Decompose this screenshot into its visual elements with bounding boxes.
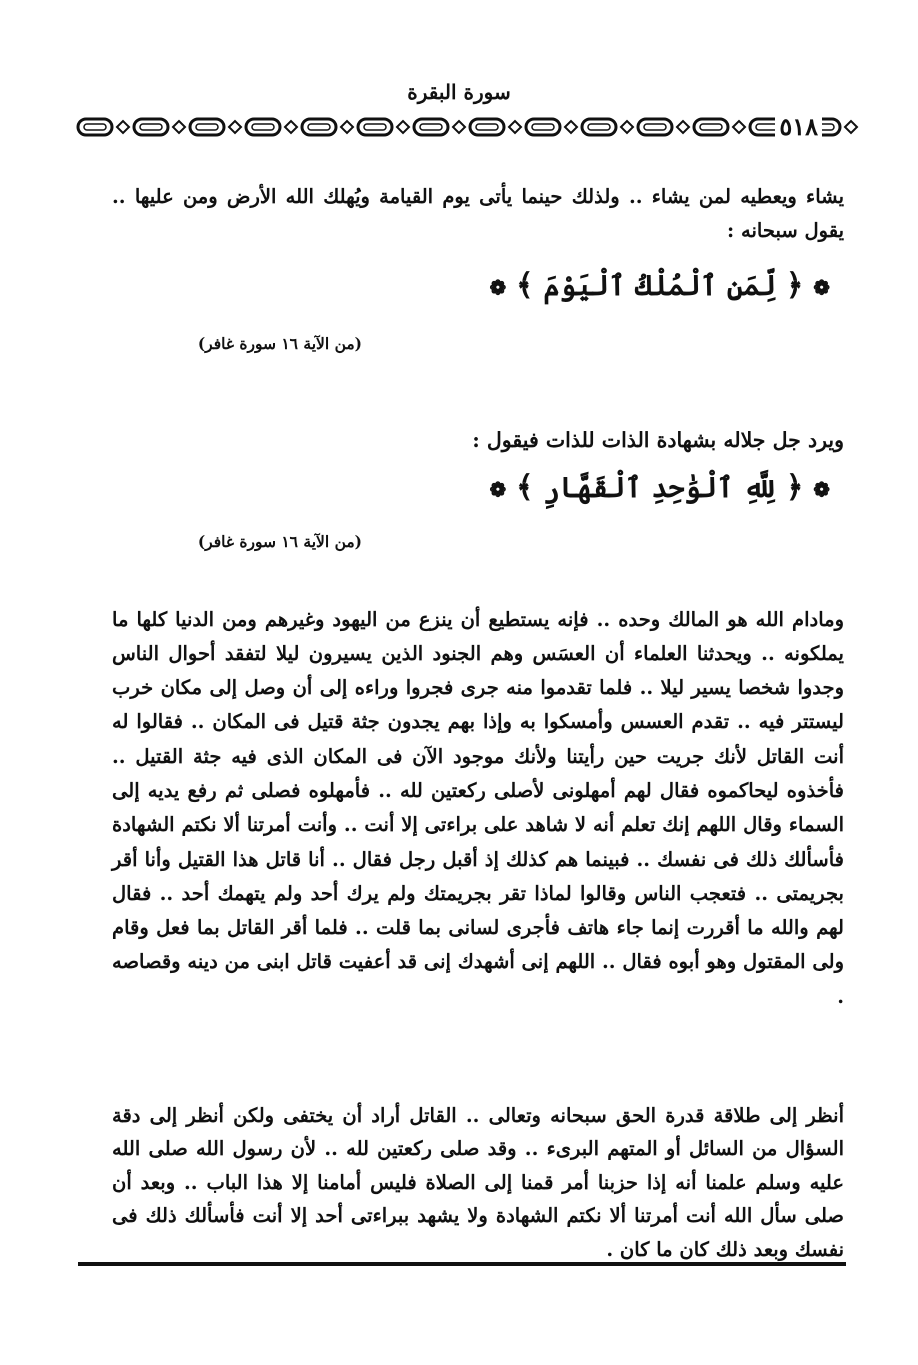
diamond-link bbox=[453, 121, 465, 133]
diamond-link bbox=[117, 121, 129, 133]
paragraph-2: ويرد جل جلاله بشهادة الذات للذات فيقول : bbox=[472, 427, 844, 452]
diamond-link bbox=[733, 121, 745, 133]
open-bracket: ﴿ bbox=[785, 470, 804, 505]
verse-text: لِّمَنِ ٱلْمُلْكُ ٱلْيَوْمَ bbox=[543, 269, 777, 302]
chain-link bbox=[358, 119, 392, 135]
paragraph-3: ومادام الله هو المالك وحده .. فإنه يستطيع أن ينزع من اليهود وغيرهم ومن الدنيا كلها ما يملكونه .. ويحدثنا العلماء أن العسَس وهم الجنود الذين يسيرون ليلا لتفقد أحوال الناس وجدوا شخصا يسير ليلا .. فلما تقدموا منه جرى فجروا وراءه إلى أن وصل إلى مكان خرب ليستتر فيه .. تقدم العسس وأمسكوا به وإذا بهم يجدون جثة قتيل فى المكان .. فقالوا له أنت القاتل لأنك جريت حين رأيتنا ولأنك موجود الآن فى المكان الذى فيه جثة القتيل .. فأخذوه ليحاكموه فقال لهم أمهلونى لأصلى ركعتين لله .. فأمهلوه فصلى ثم رفع يديه إلى السماء وقال اللهم إنك تعلم أنه لا شاهد على براءتى إلا أنت .. وأنت أمرتنا ألا نكتم الشهادة فأسألك ذلك فى نفسك .. فبينما هم كذلك إذ أقبل رجل فقال .. أنا قاتل هذا القتيل وأنا أقر بجريمتى .. فتعجب الناس وقالوا لماذا تقر بجريمتك ولم يرك أحد ولم يتهمك أحد .. فقال لهم والله ما أقررت إنما جاء هاتف فأجرى لسانى بما قلت .. فلما أقر القاتل بما فعل وقام ولى المقتول وهو أبوه فقال .. اللهم إنى أشهدك إنى قد أعفيت قاتل ابنى من دينه وقصاصه . bbox=[112, 607, 844, 1008]
diamond-link bbox=[621, 121, 633, 133]
quran-verse-2 bbox=[490, 470, 830, 505]
flower-ornament-icon: ❁ bbox=[489, 477, 507, 502]
chain-link bbox=[470, 119, 504, 135]
diamond-link bbox=[341, 121, 353, 133]
bottom-rule bbox=[78, 1262, 846, 1266]
chain-link-inner bbox=[476, 124, 498, 130]
verse-text: لِلَّهِ ٱلْوَٰحِدِ ٱلْقَهَّارِ bbox=[543, 471, 777, 504]
diamond-link bbox=[565, 121, 577, 133]
flower-ornament-icon: ❁ bbox=[813, 477, 830, 502]
quran-verse-1 bbox=[490, 268, 830, 303]
chain-link-inner bbox=[700, 124, 722, 130]
chain-link-inner bbox=[84, 124, 106, 130]
flower-ornament-icon: ❁ bbox=[813, 275, 830, 300]
diamond-link bbox=[285, 121, 297, 133]
chain-link-inner bbox=[588, 124, 610, 130]
page-number: ٥١٨ bbox=[775, 110, 822, 144]
verse-citation-1: (من الآية ١٦ سورة غافر) bbox=[197, 334, 362, 353]
open-bracket: ﴿ bbox=[785, 268, 804, 303]
diamond-link bbox=[229, 121, 241, 133]
paragraph-1: يشاء ويعطيه لمن يشاء .. ولذلك حينما يأتى يوم القيامة ويُهلك الله الأرض ومن عليها .. يقول سبحانه : bbox=[112, 184, 844, 242]
chain-link bbox=[414, 119, 448, 135]
close-bracket: ﴾ bbox=[516, 268, 534, 303]
chain-link bbox=[134, 119, 168, 135]
chain-link-inner bbox=[420, 124, 442, 130]
header-ornament-band bbox=[74, 110, 864, 144]
chain-link bbox=[190, 119, 224, 135]
chain-link bbox=[526, 119, 560, 135]
flower-ornament-icon: ❁ bbox=[489, 275, 507, 300]
paragraph-4: أنظر إلى طلاقة قدرة الحق سبحانه وتعالى .. القاتل أراد أن يختفى ولكن أنظر إلى دقة السؤال من السائل أو المتهم البرىء .. وقد صلى ركعتين لله .. لأن رسول الله صلى الله عليه وسلم علمنا أنه إذا حزبنا أمر قمنا إلى الصلاة فليس أمامنا إلا هذا الباب .. وبعد أن صلى سأل الله أنت أمرتنا ألا نكتم الشهادة ولا يشهد ببراءتى أحد إلا أنت فأسألك ذلك فى نفسك وبعد ذلك كان ما كان . bbox=[112, 1103, 844, 1261]
chain-link-inner bbox=[364, 124, 386, 130]
chain-link-inner bbox=[196, 124, 218, 130]
chain-link-inner bbox=[532, 124, 554, 130]
close-bracket: ﴾ bbox=[516, 470, 534, 505]
chain-link bbox=[78, 119, 112, 135]
running-title: سورة البقرة bbox=[407, 80, 511, 104]
chain-link-inner bbox=[644, 124, 666, 130]
chain-link bbox=[694, 119, 728, 135]
chain-ornament bbox=[74, 110, 864, 144]
diamond-link bbox=[845, 121, 857, 133]
chain-link-inner bbox=[252, 124, 274, 130]
diamond-link bbox=[397, 121, 409, 133]
chain-link bbox=[638, 119, 672, 135]
verse-citation-2: (من الآية ١٦ سورة غافر) bbox=[197, 532, 362, 551]
chain-link bbox=[246, 119, 280, 135]
chain-link-inner bbox=[140, 124, 162, 130]
diamond-link bbox=[509, 121, 521, 133]
chain-link-inner bbox=[308, 124, 330, 130]
diamond-link bbox=[173, 121, 185, 133]
diamond-link bbox=[677, 121, 689, 133]
chain-link bbox=[302, 119, 336, 135]
chain-link bbox=[582, 119, 616, 135]
